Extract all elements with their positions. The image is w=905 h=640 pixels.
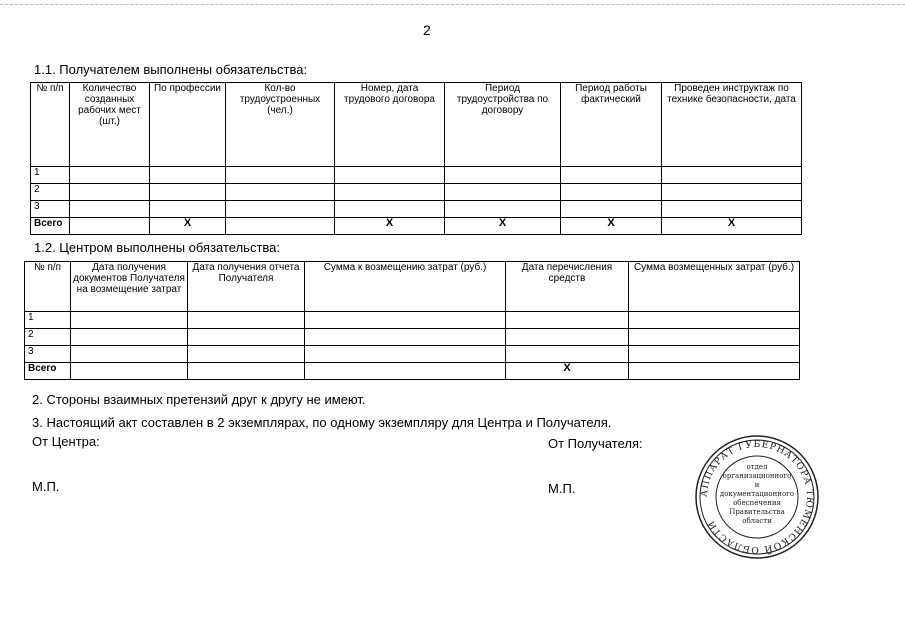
table-cell: [305, 312, 506, 329]
header-cell: Дата получения документов Получателя на возмещение затрат: [71, 262, 188, 312]
table-cell: [506, 329, 629, 346]
official-seal: [694, 434, 820, 565]
table-cell: X: [561, 218, 662, 235]
table-row: [31, 184, 802, 201]
table-cell: [188, 363, 305, 380]
table-cell: [70, 218, 150, 235]
table-cell: X: [662, 218, 802, 235]
seal-line: Правительства: [729, 508, 785, 516]
table-cell: [662, 167, 802, 184]
seal-line: организационного: [722, 472, 792, 480]
table-cell: [305, 329, 506, 346]
table-cell: [629, 346, 800, 363]
seal-line: отдел: [746, 463, 768, 471]
header-cell: Сумма возмещенных затрат (руб.): [629, 262, 800, 312]
table-total-row: [31, 218, 802, 235]
recipient-obligations-table: [30, 82, 802, 235]
table-cell: [629, 363, 800, 380]
table-cell: [70, 184, 150, 201]
table-cell: [662, 201, 802, 218]
seal-line: и: [754, 481, 760, 489]
table-cell: [629, 329, 800, 346]
table-cell: [188, 312, 305, 329]
center-obligations-table: [24, 261, 800, 380]
table-cell: 1: [31, 167, 70, 184]
table-cell: [71, 312, 188, 329]
table-cell: [335, 201, 445, 218]
table-cell: 1: [25, 312, 71, 329]
table-cell: [226, 218, 335, 235]
header-cell: Номер, дата трудового договора: [335, 83, 445, 167]
table-cell: [226, 201, 335, 218]
table-cell: [561, 184, 662, 201]
seal-line: документационного: [719, 490, 795, 498]
table-cell: X: [335, 218, 445, 235]
table-cell: [561, 201, 662, 218]
paragraph-3: 3. Настоящий акт составлен в 2 экземплярах, по одному экземпляру для Центра и Получателя.: [32, 415, 612, 430]
table-cell: [150, 184, 226, 201]
table-cell: [445, 201, 561, 218]
table-cell: [506, 312, 629, 329]
table-cell: 2: [31, 184, 70, 201]
seal-line: области: [742, 517, 772, 525]
header-cell: Количество созданных рабочих мест (шт.): [70, 83, 150, 167]
table-cell: [226, 167, 335, 184]
table-cell: 2: [25, 329, 71, 346]
table-cell: [71, 329, 188, 346]
header-cell: Период трудоустройства по договору: [445, 83, 561, 167]
table-cell: [70, 201, 150, 218]
header-cell: Проведен инструктаж по технике безопасности, дата: [662, 83, 802, 167]
table-cell: [305, 363, 506, 380]
table-total-row: [25, 363, 800, 380]
table-cell: [445, 167, 561, 184]
table-cell: [71, 363, 188, 380]
table-row: [31, 167, 802, 184]
top-scan-edge: [0, 4, 905, 5]
stamp-place-right: М.П.: [548, 481, 576, 496]
table-cell: [445, 184, 561, 201]
table-cell: [188, 329, 305, 346]
from-recipient-label: От Получателя:: [548, 436, 643, 451]
table-cell: X: [506, 363, 629, 380]
table-row: [25, 329, 800, 346]
table-row: [25, 346, 800, 363]
table-header-row: [31, 83, 802, 167]
header-cell: Дата перечисления средств: [506, 262, 629, 312]
table-cell: [70, 167, 150, 184]
header-cell: № п/п: [31, 83, 70, 167]
seal-line: обеспечения: [733, 499, 781, 507]
total-label: Всего: [31, 218, 70, 235]
table-cell: [71, 346, 188, 363]
table-cell: [335, 184, 445, 201]
table-header-row: [25, 262, 800, 312]
header-cell: Дата получения отчета Получателя: [188, 262, 305, 312]
table-cell: [150, 201, 226, 218]
header-cell: По профессии: [150, 83, 226, 167]
table-cell: X: [445, 218, 561, 235]
header-cell: Кол-во трудоустроенных (чел.): [226, 83, 335, 167]
table-cell: [629, 312, 800, 329]
table-cell: [561, 167, 662, 184]
seal-ring-text: АППАРАТ ГУБЕРНАТОРА ТЮМЕНСКОЙ ОБЛАСТИ: [698, 438, 816, 556]
table-row: [31, 201, 802, 218]
seal-icon: [694, 434, 820, 560]
header-cell: Период работы фактический: [561, 83, 662, 167]
table-cell: 3: [25, 346, 71, 363]
table-cell: X: [150, 218, 226, 235]
table-cell: [506, 346, 629, 363]
page-number: 2: [423, 22, 431, 38]
section-2-title: 1.2. Центром выполнены обязательства:: [34, 240, 281, 255]
header-cell: Сумма к возмещению затрат (руб.): [305, 262, 506, 312]
table-cell: [662, 184, 802, 201]
paragraph-2: 2. Стороны взаимных претензий друг к другу не имеют.: [32, 392, 366, 407]
table-cell: [226, 184, 335, 201]
table-cell: 3: [31, 201, 70, 218]
table-row: [25, 312, 800, 329]
section-1-title: 1.1. Получателем выполнены обязательства:: [34, 62, 308, 77]
stamp-place-left: М.П.: [32, 479, 60, 494]
from-center-label: От Центра:: [32, 434, 100, 449]
table-cell: [305, 346, 506, 363]
header-cell: № п/п: [25, 262, 71, 312]
table-cell: [150, 167, 226, 184]
table-cell: [335, 167, 445, 184]
table-cell: [188, 346, 305, 363]
total-label: Всего: [25, 363, 71, 380]
